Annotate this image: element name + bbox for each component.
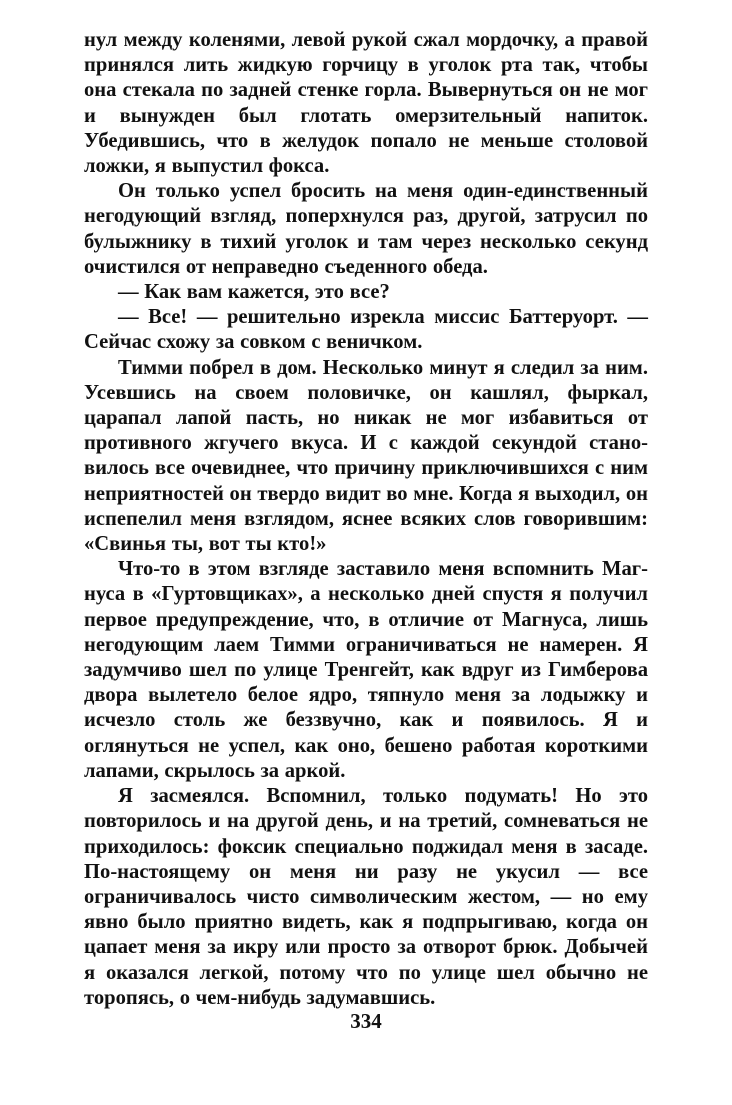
- paragraph: Он только успел бросить на меня один-единственный негодующий взгляд, поперхнулся раз, другой, затрусил по булыжнику в тихий уголок и там через несколько секунд очистился от неправедно съеденного обеда.: [84, 180, 648, 278]
- paragraph: Что-то в этом взгляде заставило меня вспомнить Магнуса в «Гуртовщиках», а несколько дней спустя я получил первое предупреждение, что, в отличие от Магнуса, лишь негодующим лаем Тимми ограничиваться не намерен. Я задумчиво шел по улице Тренгейт, как вдруг из Гимберова двора вылетело белое ядро, тяпнуло меня за лодыжку и исчезло столь же беззвучно, как и появилось. Я и оглянуться не успел, как оно, бешено работая короткими лапами, скрылось за аркой.: [84, 558, 648, 782]
- paragraph: Я засмеялся. Вспомнил, только подумать! Но это повторилось и на другой день, и на третий, сомневаться не приходилось: фоксик специально поджидал меня в засаде. По-настоящему он меня ни разу не укусил — все ограничивалось чисто символическим жестом, — но ему явно было приятно видеть, как я подпрыгиваю, когда он цапает меня за икру или просто за отворот брюк. Добычей я оказался легкой, потому что по улице шел обычно не торопясь, о чем-нибудь задумавшись.: [84, 785, 648, 1009]
- dialogue-line: — Как вам кажется, это все?: [118, 281, 390, 304]
- paragraph: Тимми побрел в дом. Несколько минут я следил за ним. Усевшись на своем половичке, он кашлял, фыркал, царапал лапой пасть, но никак не мог избавиться от противного жгучего вкуса. И с каждой секундой становилось все очевиднее, что причину приключившихся с ним неприятностей он твердо видит во мне. Когда я выходил, он испепелил меня взглядом, яснее всяких слов говорившим: «Свинья ты, вот ты кто!»: [84, 356, 648, 556]
- paragraph-continued: нул между коленями, левой рукой сжал мордочку, а правой принялся лить жидкую горчицу в уголок рта так, чтобы она стекала по задней стенке горла. Вывернуться он не мог и вынужден был глотать омерзительный напиток. Убедившись, что в желудок попало не меньше столовой ложки, я выпустил фокса.: [84, 29, 648, 178]
- book-page: [84, 28, 648, 1088]
- page-number: 334: [350, 1009, 382, 1033]
- dialogue-line: — Все! — решительно изрекла миссис Баттеруорт. — Сейчас схожу за совком с веничком.: [84, 306, 648, 354]
